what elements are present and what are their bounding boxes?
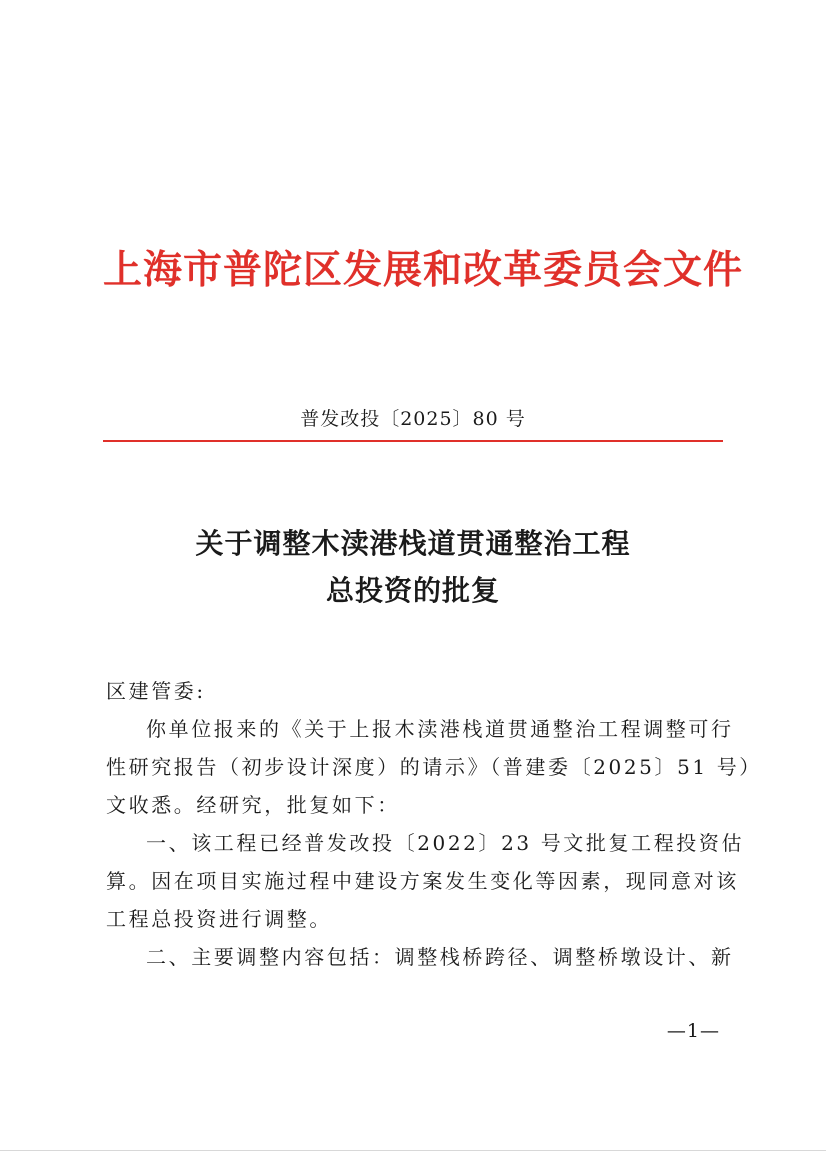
subject-line-2: 总投资的批复 — [325, 574, 500, 607]
body-line: 工程总投资进行调整。 — [106, 907, 332, 931]
subject-line-1: 关于调整木渎港栈道贯通整治工程 — [195, 527, 631, 560]
body-line: 算。因在项目实施过程中建设方案发生变化等因素，现同意对该 — [106, 869, 739, 893]
document-body — [106, 672, 762, 976]
document-subject — [103, 520, 723, 614]
body-line: 一、该工程已经普发改投〔2022〕23 号文批复工程投资估 — [146, 831, 745, 855]
scan-bottom-edge — [0, 1150, 826, 1151]
page-number: —1— — [666, 1020, 720, 1042]
body-line: 性研究报告（初步设计深度）的请示》（普建委〔2025〕51 号） — [106, 755, 762, 779]
body-line: 你单位报来的《关于上报木渎港栈道贯通整治工程调整可行 — [146, 717, 734, 741]
document-number: 普发改投〔2025〕80 号 — [300, 408, 526, 430]
body-line: 文收悉。经研究，批复如下： — [106, 793, 400, 817]
addressee: 区建管委: — [106, 679, 206, 703]
body-line: 二、主要调整内容包括：调整栈桥跨径、调整桥墩设计、新 — [146, 945, 734, 969]
issuer-header-title: 上海市普陀区发展和改革委员会文件 — [103, 247, 744, 293]
red-separator-line — [103, 440, 723, 442]
